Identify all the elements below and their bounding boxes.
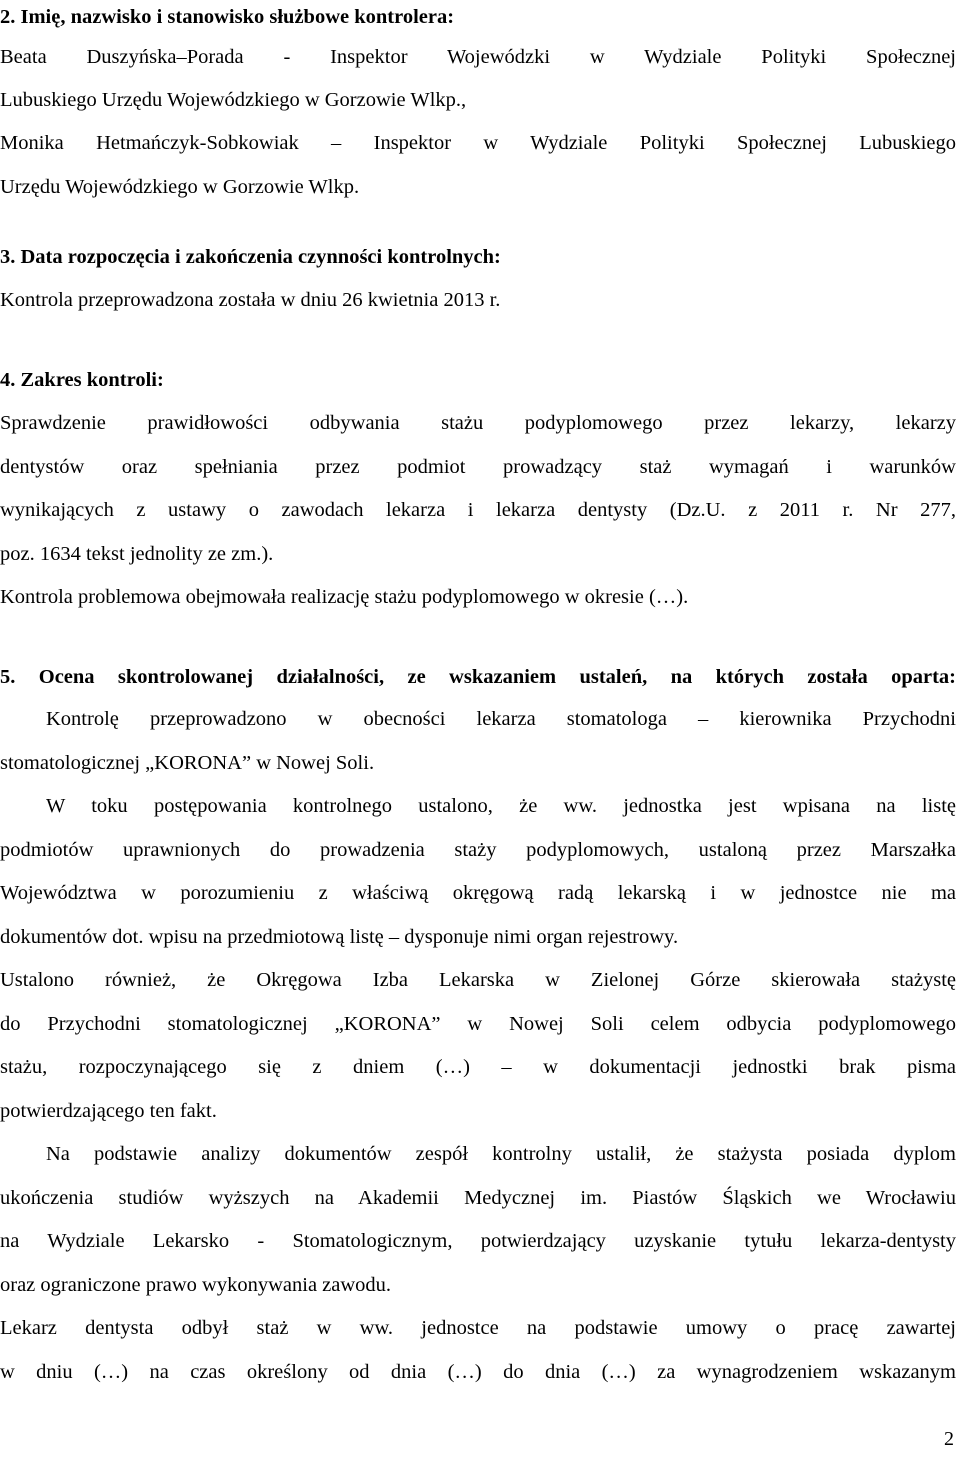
section-5-line-11: Na podstawie analizy dokumentów zespół kontrolny ustalił, że stażysta posiada dyplom (46, 1143, 956, 1165)
section-4-line-5: Kontrola problemowa obejmowała realizację stażu podyplomowego w okresie (…). (0, 586, 689, 608)
section-2-line-2: Lubuskiego Urzędu Wojewódzkiego w Gorzowie Wlkp., (0, 89, 467, 111)
section-5-line-13: na Wydziale Lekarsko - Stomatologicznym, potwierdzający uzyskanie tytułu lekarza-dentysty (0, 1230, 956, 1252)
section-2-line-4: Urzędu Wojewódzkiego w Gorzowie Wlkp. (0, 176, 360, 198)
section-5-line-7: Ustalono również, że Okręgowa Izba Lekarska w Zielonej Górze skierowała stażystę (0, 969, 956, 991)
section-5-line-14: oraz ograniczone prawo wykonywania zawodu. (0, 1274, 392, 1296)
section-4-heading: 4. Zakres kontroli: (0, 369, 164, 391)
section-5-line-8: do Przychodni stomatologicznej „KORONA” w Nowej Soli celem odbycia podyplomowego (0, 1013, 956, 1035)
section-2-heading: 2. Imię, nazwisko i stanowisko służbowe kontrolera: (0, 6, 455, 28)
section-2-line-3: Monika Hetmańczyk-Sobkowiak – Inspektor w Wydziale Polityki Społecznej Lubuskiego (0, 132, 956, 154)
section-5-line-10: potwierdzającego ten fakt. (0, 1100, 217, 1122)
section-5-line-2: stomatologicznej „KORONA” w Nowej Soli. (0, 752, 375, 774)
section-3-heading: 3. Data rozpoczęcia i zakończenia czynności kontrolnych: (0, 246, 501, 268)
section-5-line-16: w dniu (…) na czas określony od dnia (…) do dnia (…) za wynagrodzeniem wskazanym (0, 1361, 956, 1383)
section-5-line-6: dokumentów dot. wpisu na przedmiotową listę – dysponuje nimi organ rejestrowy. (0, 926, 679, 948)
section-5-line-4: podmiotów uprawnionych do prowadzenia staży podyplomowych, ustaloną przez Marszałka (0, 839, 956, 861)
section-4-line-2: dentystów oraz spełniania przez podmiot prowadzący staż wymagań i warunków (0, 456, 956, 478)
section-5-heading: 5. Ocena skontrolowanej działalności, ze wskazaniem ustaleń, na których została oparta: (0, 666, 956, 688)
section-5-line-3: W toku postępowania kontrolnego ustalono, że ww. jednostka jest wpisana na listę (46, 795, 956, 817)
section-4-line-1: Sprawdzenie prawidłowości odbywania stażu podyplomowego przez lekarzy, lekarzy (0, 412, 956, 434)
section-5-line-12: ukończenia studiów wyższych na Akademii Medycznej im. Piastów Śląskich we Wrocławiu (0, 1187, 956, 1209)
section-5-line-9: stażu, rozpoczynającego się z dniem (…) – w dokumentacji jednostki brak pisma (0, 1056, 956, 1078)
section-5-line-1: Kontrolę przeprowadzono w obecności lekarza stomatologa – kierownika Przychodni (46, 708, 956, 730)
section-3-line-1: Kontrola przeprowadzona została w dniu 26 kwietnia 2013 r. (0, 289, 501, 311)
page-number: 2 (944, 1428, 954, 1450)
section-4-line-4: poz. 1634 tekst jednolity ze zm.). (0, 543, 274, 565)
section-5-line-5: Województwa w porozumieniu z właściwą okręgową radą lekarską i w jednostce nie ma (0, 882, 956, 904)
section-4-line-3: wynikających z ustawy o zawodach lekarza i lekarza dentysty (Dz.U. z 2011 r. Nr 277, (0, 499, 956, 521)
section-5-line-15: Lekarz dentysta odbył staż w ww. jednostce na podstawie umowy o pracę zawartej (0, 1317, 956, 1339)
section-2-line-1: Beata Duszyńska–Porada - Inspektor Wojewódzki w Wydziale Polityki Społecznej (0, 46, 956, 68)
